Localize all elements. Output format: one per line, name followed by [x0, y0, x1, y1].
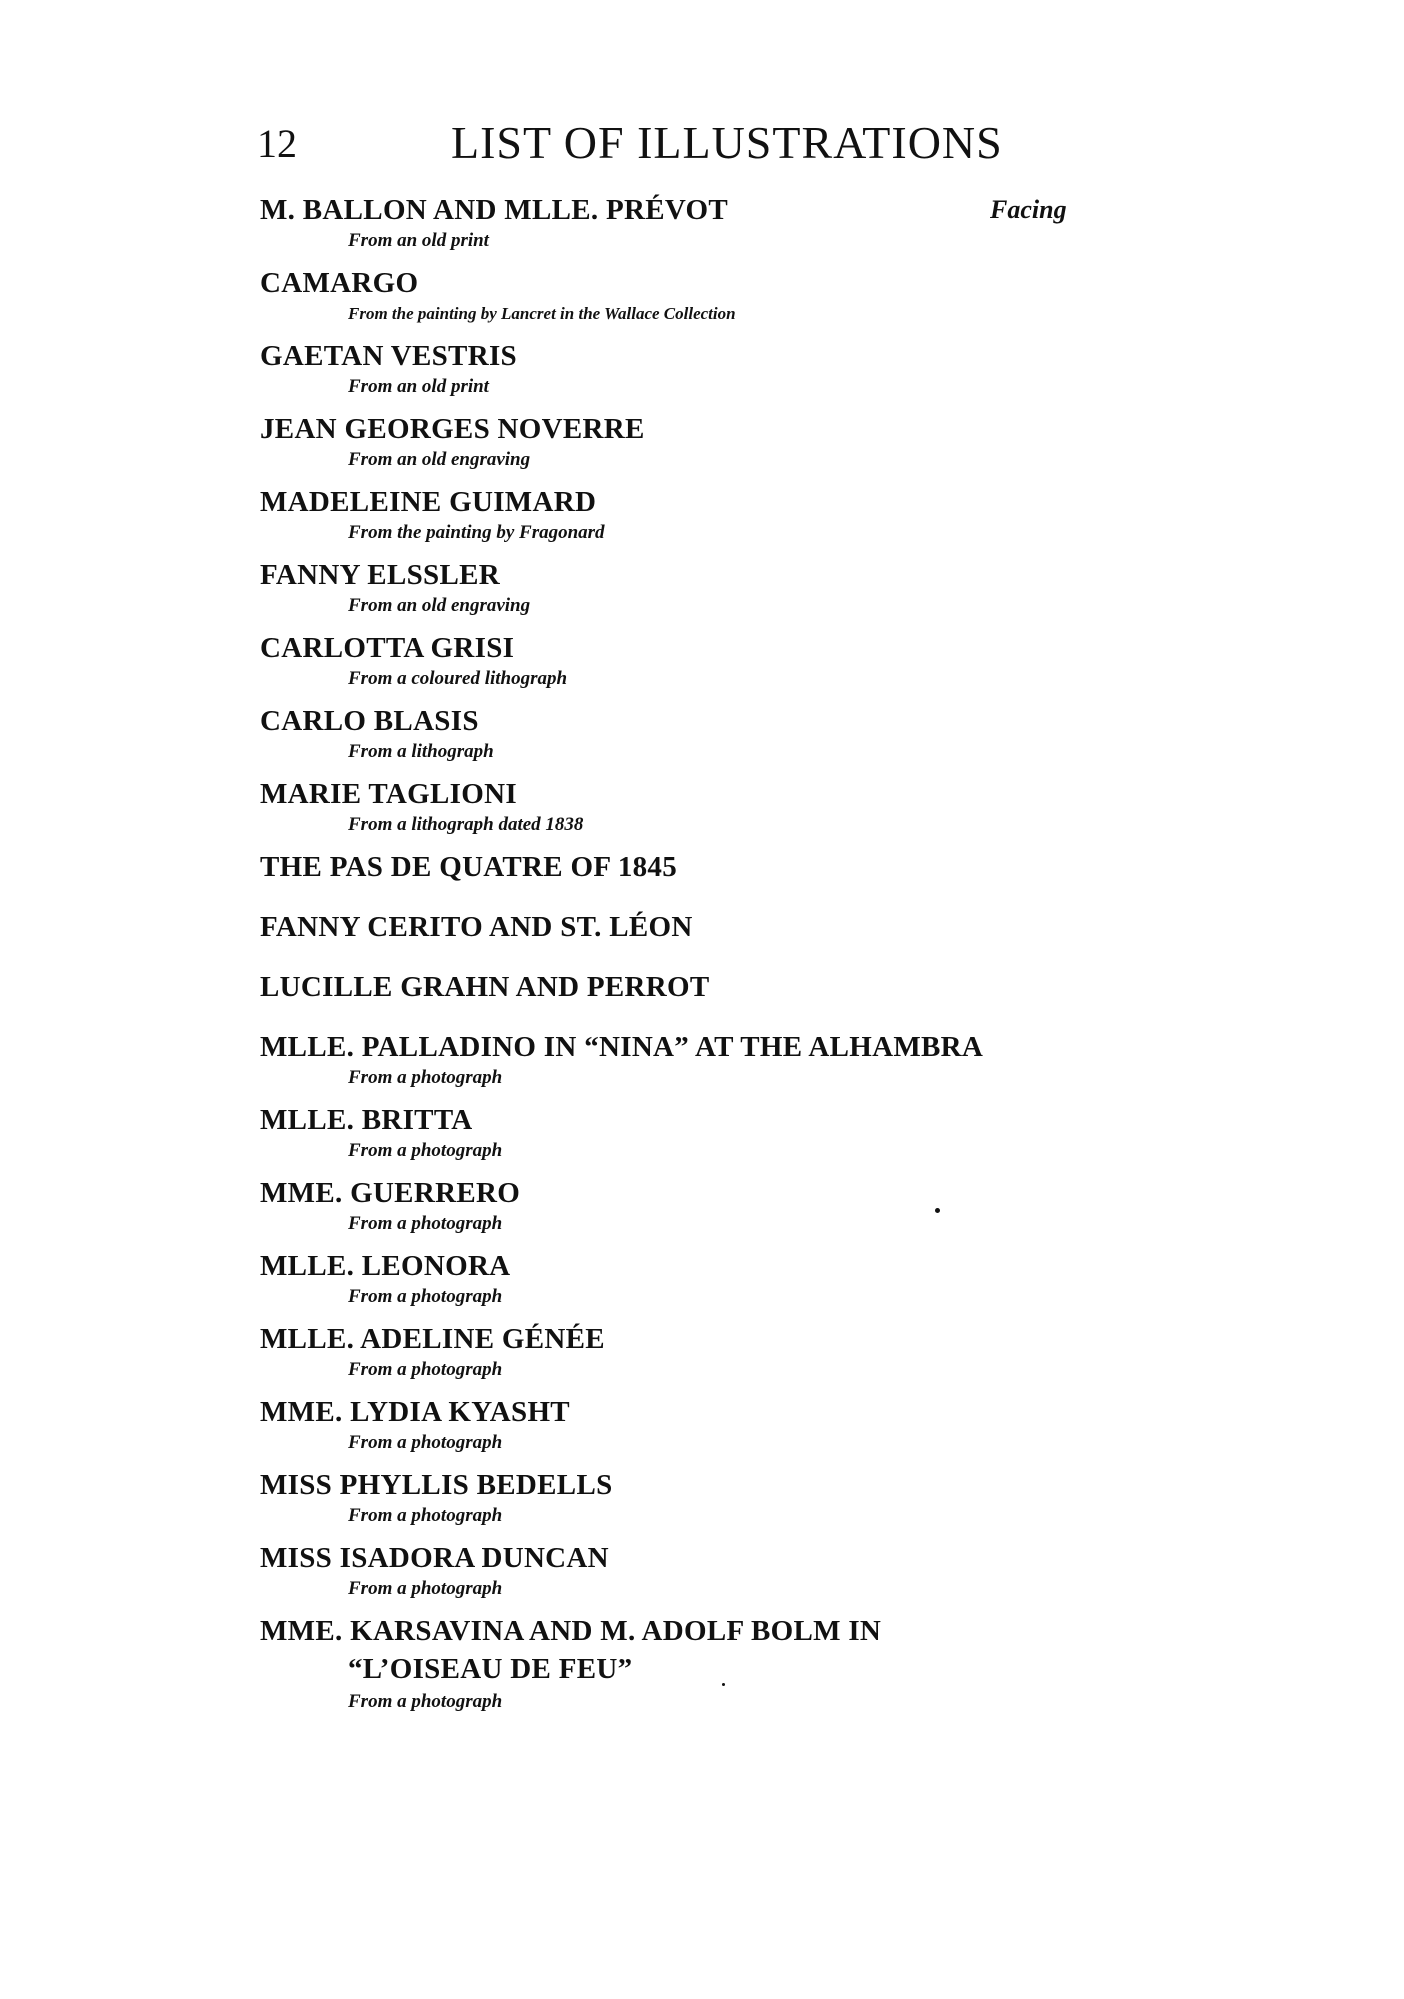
- illustration-caption: MISS ISADORA DUNCAN: [260, 1542, 609, 1574]
- list-item: [260, 630, 1160, 692]
- illustration-source: From an old print: [348, 376, 489, 397]
- illustration-source: From a lithograph dated 1838: [348, 814, 584, 835]
- illustration-caption-continuation: “L’OISEAU DE FEU”: [348, 1653, 633, 1685]
- list-item: [260, 1102, 1160, 1164]
- list-item: [260, 1029, 1160, 1091]
- illustration-caption: CARLOTTA GRISI: [260, 632, 515, 664]
- list-item: [260, 1467, 1160, 1529]
- list-item: [260, 484, 1160, 546]
- illustration-caption: JEAN GEORGES NOVERRE: [260, 413, 645, 445]
- illustration-source: From a coloured lithograph: [348, 668, 568, 689]
- illustration-caption: GAETAN VESTRIS: [260, 340, 517, 372]
- illustration-source: From the painting by Fragonard: [348, 522, 605, 543]
- list-item: [260, 265, 1160, 327]
- illustration-caption: MME. LYDIA KYASHT: [260, 1396, 570, 1428]
- illustration-source: From a lithograph: [348, 741, 494, 762]
- illustration-caption: M. BALLON AND MLLE. PRÉVOT: [260, 194, 729, 226]
- list-item: [260, 1540, 1160, 1602]
- illustration-caption: MLLE. LEONORA: [260, 1250, 511, 1282]
- illustration-caption: MME. KARSAVINA AND M. ADOLF BOLM IN: [260, 1615, 882, 1647]
- illustration-source: From a photograph: [348, 1286, 503, 1307]
- illustration-source: From an old engraving: [348, 449, 531, 470]
- page-number: 12: [257, 121, 297, 166]
- illustration-caption: MLLE. PALLADINO IN “NINA” AT THE ALHAMBRA: [260, 1031, 984, 1063]
- illustration-source: From a photograph: [348, 1067, 503, 1088]
- illustration-caption: FANNY ELSSLER: [260, 559, 500, 591]
- illustration-caption: MLLE. BRITTA: [260, 1104, 473, 1136]
- illustration-source: From an old engraving: [348, 595, 531, 616]
- illustration-source: From a photograph: [348, 1140, 503, 1161]
- illustration-caption: MISS PHYLLIS BEDELLS: [260, 1469, 613, 1501]
- list-item: [260, 338, 1160, 400]
- illustration-source: From a photograph: [348, 1213, 503, 1234]
- illustration-source: From a photograph: [348, 1505, 503, 1526]
- ink-speck: [722, 1683, 725, 1686]
- illustration-caption: CARLO BLASIS: [260, 705, 479, 737]
- list-item: [260, 969, 1160, 1005]
- illustration-caption: CAMARGO: [260, 267, 419, 299]
- facing-label: Facing: [990, 195, 1067, 224]
- illustration-source: From a photograph: [348, 1359, 503, 1380]
- illustration-caption: MLLE. ADELINE GÉNÉE: [260, 1323, 605, 1355]
- illustration-source: From an old print: [348, 230, 489, 251]
- illustrations-list: [260, 192, 1160, 1726]
- list-item: [260, 1394, 1160, 1456]
- list-item: [260, 703, 1160, 765]
- list-item: [260, 411, 1160, 473]
- ink-speck: [935, 1208, 940, 1213]
- list-item: [260, 776, 1160, 838]
- list-item: [260, 1613, 1160, 1715]
- illustration-source: From a photograph: [348, 1691, 503, 1712]
- illustration-caption: MADELEINE GUIMARD: [260, 486, 597, 518]
- illustration-caption: THE PAS DE QUATRE OF 1845: [260, 851, 678, 883]
- illustration-caption: FANNY CERITO AND ST. LÉON: [260, 911, 693, 943]
- illustration-source: From a photograph: [348, 1432, 503, 1453]
- illustration-caption: MARIE TAGLIONI: [260, 778, 517, 810]
- list-item: [260, 1175, 1160, 1237]
- list-item: [260, 192, 1160, 254]
- page-title: LIST OF ILLUSTRATIONS: [451, 117, 1003, 168]
- illustration-caption: LUCILLE GRAHN AND PERROT: [260, 971, 710, 1003]
- illustration-source: From the painting by Lancret in the Wallace Collection: [348, 304, 736, 323]
- list-item: [260, 1321, 1160, 1383]
- list-item: [260, 1248, 1160, 1310]
- list-item: [260, 849, 1160, 885]
- illustration-caption: MME. GUERRERO: [260, 1177, 521, 1209]
- list-item: [260, 557, 1160, 619]
- list-item: [260, 909, 1160, 945]
- illustration-source: From a photograph: [348, 1578, 503, 1599]
